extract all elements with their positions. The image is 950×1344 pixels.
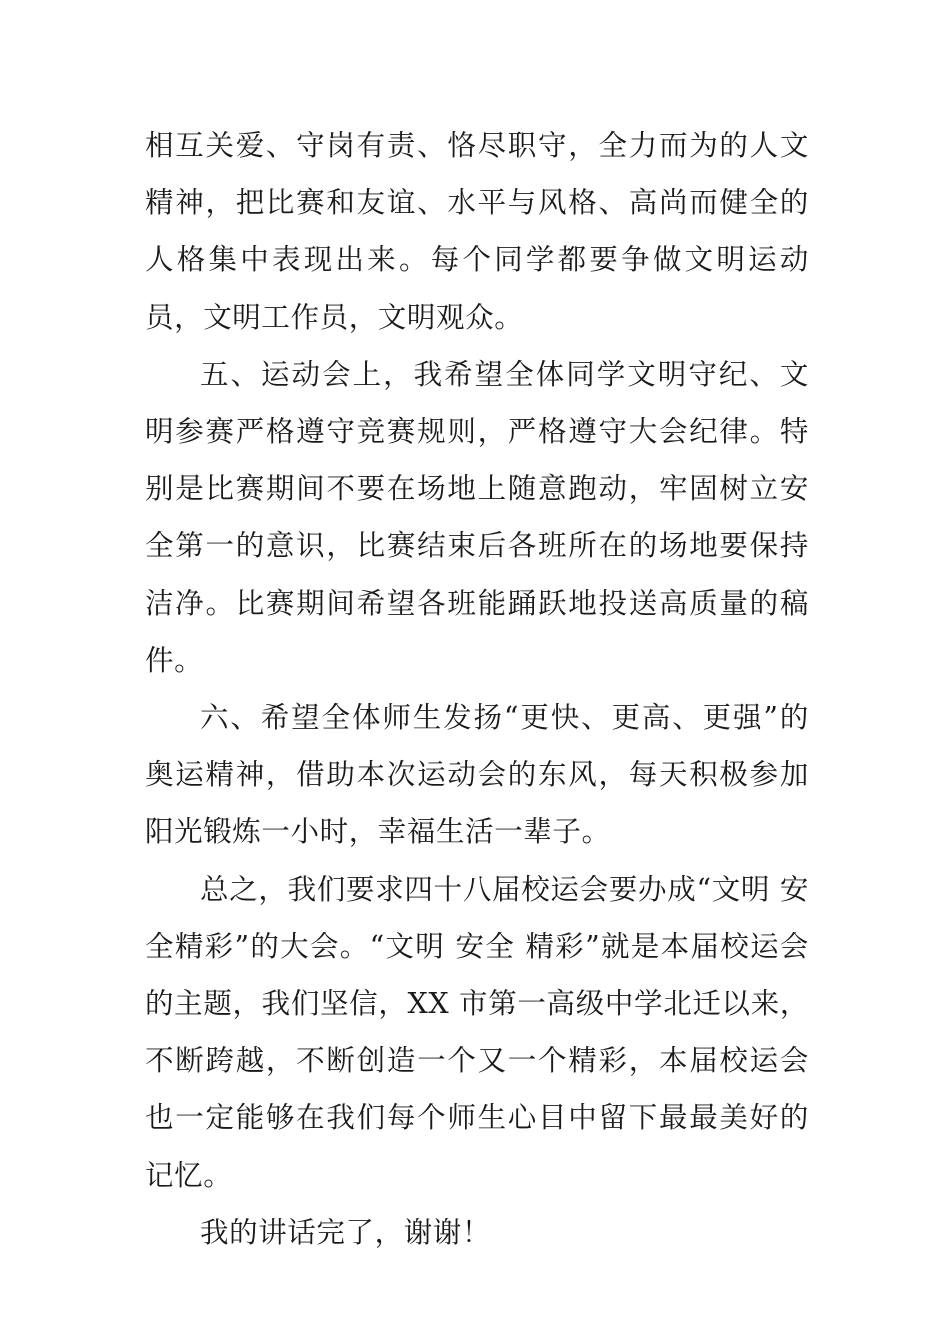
- paragraph-conclusion: 总之，我们要求四十八届校运会要办成“文明 安全精彩”的大会。“文明 安全 精彩”就是本届校运会的主题，我们坚信，XX 市第一高级中学北迁以来，不断跨越，不断创造一个又一个精彩，本届校运会也一定能够在我们每个师生心目中留下最最美好的记忆。: [145, 872, 809, 1192]
- document-body: [145, 117, 809, 1261]
- paragraph-point-five: 五、运动会上，我希望全体同学文明守纪、文明参赛严格遵守竞赛规则，严格遵守大会纪律。特别是比赛期间不要在场地上随意跑动，牢固树立安全第一的意识，比赛结束后各班所在的场地要保持洁净。比赛期间希望各班能踊跃地投送高质量的稿件。: [145, 357, 809, 677]
- paragraph-continuation: 相互关爱、守岗有责、恪尽职守，全力而为的人文精神，把比赛和友谊、水平与风格、高尚而健全的人格集中表现出来。每个同学都要争做文明运动员，文明工作员，文明观众。: [145, 129, 809, 334]
- paragraph-point-six: 六、希望全体师生发扬“更快、更高、更强”的奥运精神，借助本次运动会的东风，每天积极参加阳光锻炼一小时，幸福生活一辈子。: [145, 701, 809, 849]
- paragraph-closing: 我的讲话完了，谢谢！: [200, 1215, 492, 1249]
